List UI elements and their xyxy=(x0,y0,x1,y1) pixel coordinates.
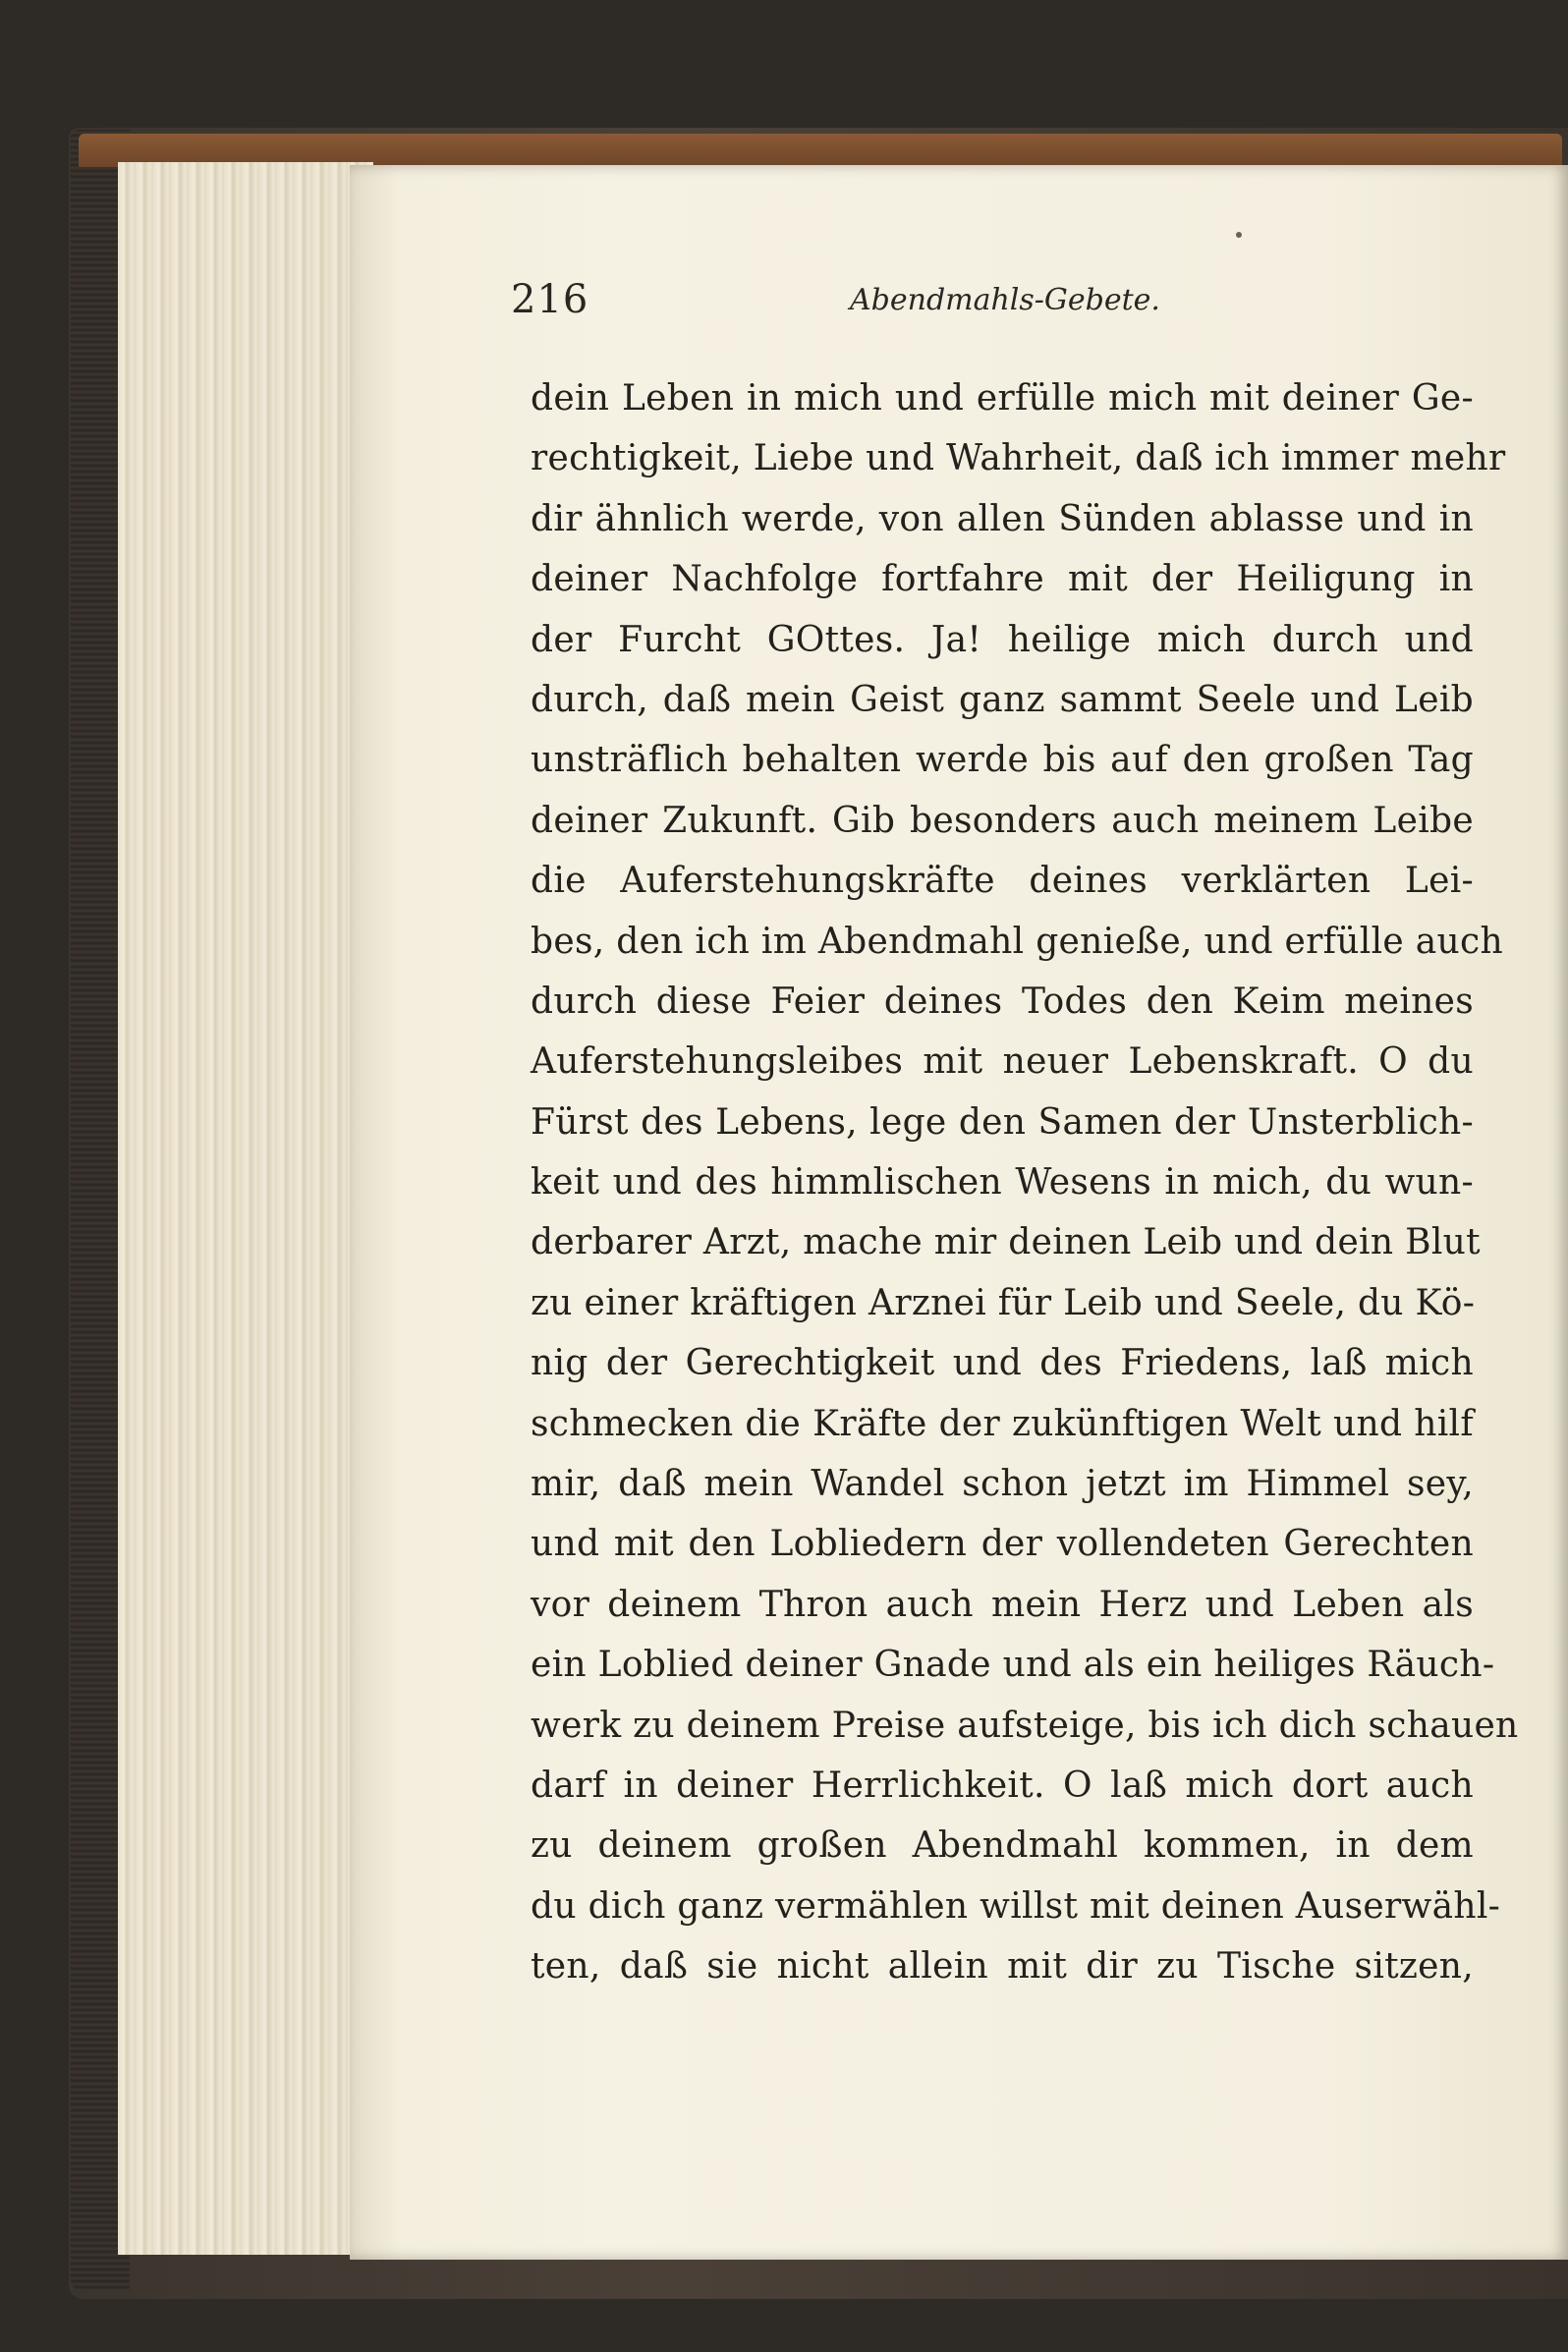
text-line: Auferstehungsleibes mit neuer Lebenskraft. O du xyxy=(531,1041,1474,1083)
text-line: werk zu deinem Preise aufsteige, bis ich dich schauen xyxy=(531,1705,1519,1746)
page-number: 216 xyxy=(511,277,589,322)
text-line: und mit den Lobliedern der vollendeten Gerechten xyxy=(531,1524,1474,1565)
text-line: nig der Gerechtigkeit und des Friedens, laß mich xyxy=(531,1343,1474,1384)
text-line: du dich ganz vermählen willst mit deinen Auserwähl- xyxy=(531,1885,1501,1927)
text-line: unsträflich behalten werde bis auf den großen Tag xyxy=(531,740,1474,781)
text-line: mir, daß mein Wandel schon jetzt im Himmel sey, xyxy=(531,1464,1474,1505)
paper-speck xyxy=(1236,232,1242,238)
text-line: deiner Nachfolge fortfahre mit der Heiligung in xyxy=(531,559,1474,600)
text-line: zu einer kräftigen Arznei für Leib und Seele, du Kö- xyxy=(531,1282,1476,1323)
text-line: schmecken die Kräfte der zukünftigen Welt und hilf xyxy=(531,1403,1474,1444)
text-line: die Auferstehungskräfte deines verklärten Lei- xyxy=(531,861,1474,902)
text-line: der Furcht GOttes. Ja! heilige mich durch und xyxy=(531,619,1474,660)
running-head: Abendmahls-Gebete. xyxy=(850,283,1160,317)
text-line: ein Loblied deiner Gnade und als ein heiliges Räuch- xyxy=(531,1645,1495,1686)
page-stack xyxy=(118,162,373,2255)
text-line: durch, daß mein Geist ganz sammt Seele und Leib xyxy=(531,679,1474,720)
body-text xyxy=(531,368,1519,1997)
text-line: derbarer Arzt, mache mir deinen Leib und dein Blut xyxy=(531,1222,1481,1263)
page-header xyxy=(511,270,1474,329)
text-line: dein Leben in mich und erfülle mich mit deiner Ge- xyxy=(531,378,1474,419)
text-line: keit und des himmlischen Wesens in mich, du wun- xyxy=(531,1162,1474,1204)
text-line: Fürst des Lebens, lege den Samen der Unsterblich- xyxy=(531,1101,1474,1143)
text-line: durch diese Feier deines Todes den Keim meines xyxy=(531,980,1474,1022)
text-line: darf in deiner Herrlichkeit. O laß mich dort auch xyxy=(531,1764,1474,1806)
text-line: rechtigkeit, Liebe und Wahrheit, daß ich immer mehr xyxy=(531,438,1506,479)
text-line: deiner Zukunft. Gib besonders auch meinem Leibe xyxy=(531,800,1474,841)
text-line: bes, den ich im Abendmahl genieße, und erfülle auch xyxy=(531,921,1503,962)
text-line: dir ähnlich werde, von allen Sünden ablasse und in xyxy=(531,498,1474,539)
text-line: vor deinem Thron auch mein Herz und Leben als xyxy=(531,1584,1474,1625)
text-line: ten, daß sie nicht allein mit dir zu Tische sitzen, xyxy=(531,1946,1474,1988)
text-line: zu deinem großen Abendmahl kommen, in dem xyxy=(531,1825,1474,1867)
